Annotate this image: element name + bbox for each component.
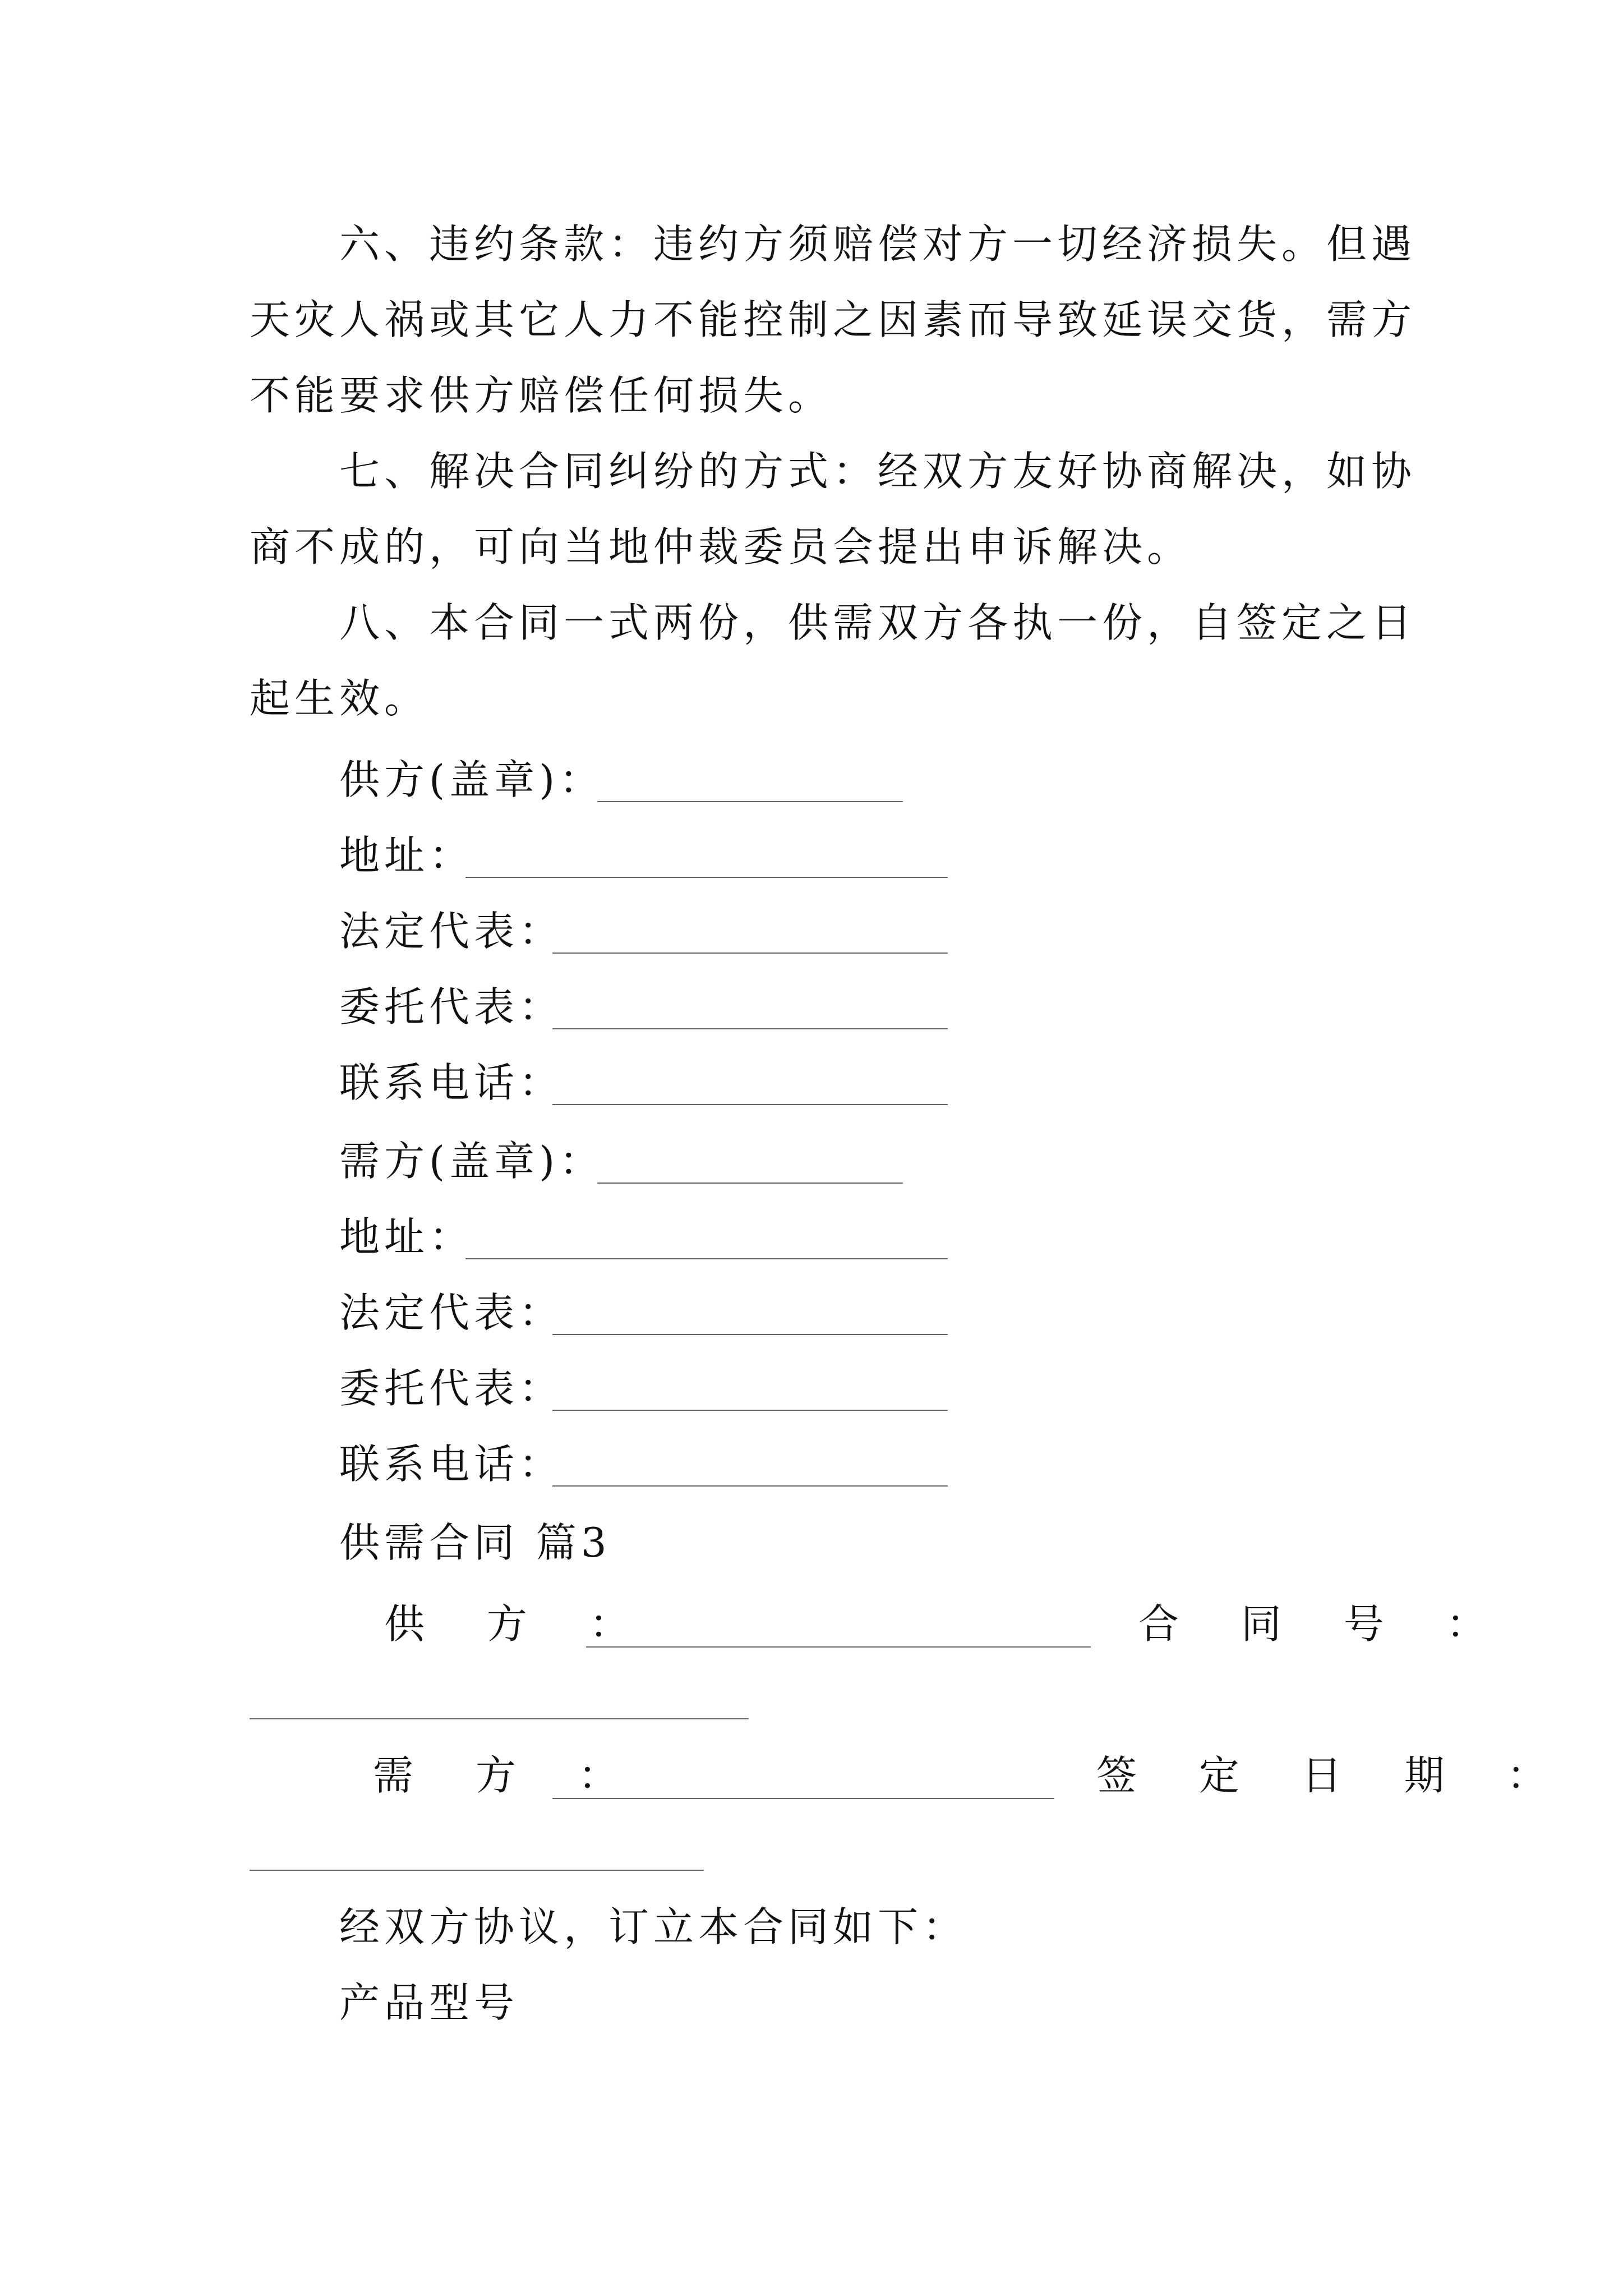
section-title: 供需合同 篇3 <box>339 1519 611 1566</box>
header-sign-date-blank[interactable] <box>250 1870 704 1871</box>
buyer-legal-rep-blank[interactable] <box>552 1334 948 1335</box>
supplier-phone-blank[interactable] <box>552 1104 948 1105</box>
header-contract-no-blank[interactable] <box>250 1718 749 1719</box>
clause-six-line-2: 天灾人祸或其它人力不能控制之因素而导致延误交货，需方 <box>250 296 1417 343</box>
agreement-line: 经双方协议，订立本合同如下： <box>339 1903 968 1950</box>
buyer-phone-label: 联系电话： <box>339 1441 564 1488</box>
header-buyer-blank[interactable] <box>552 1798 1054 1799</box>
header-buyer-label: 需 方 ： <box>373 1752 643 1799</box>
product-model-heading: 产品型号 <box>339 1979 519 2026</box>
clause-six-line-1: 六、违约条款：违约方须赔偿对方一切经济损失。但遇 <box>339 220 1417 268</box>
supplier-seal-label: 供方(盖章)： <box>339 756 605 803</box>
buyer-phone-blank[interactable] <box>552 1485 948 1487</box>
supplier-address-label: 地址： <box>339 832 474 879</box>
supplier-phone-label: 联系电话： <box>339 1059 564 1106</box>
header-supplier-blank[interactable] <box>586 1646 1091 1648</box>
supplier-legal-rep-label: 法定代表： <box>339 908 564 955</box>
supplier-seal-blank[interactable] <box>597 801 903 802</box>
buyer-address-blank[interactable] <box>465 1258 948 1259</box>
clause-six-line-3: 不能要求供方赔偿任何损失。 <box>250 372 833 419</box>
clause-eight-line-1: 八、本合同一式两份，供需双方各执一份，自签定之日 <box>339 599 1417 646</box>
clause-seven-line-2: 商不成的，可向当地仲裁委员会提出申诉解决。 <box>250 523 1192 570</box>
supplier-address-blank[interactable] <box>465 877 948 878</box>
buyer-agent-blank[interactable] <box>552 1410 948 1411</box>
clause-seven-line-1: 七、解决合同纠纷的方式：经双方友好协商解决，如协 <box>339 448 1417 495</box>
buyer-address-label: 地址： <box>339 1213 474 1260</box>
clause-eight-line-2: 起生效。 <box>250 675 430 722</box>
header-sign-date-label: 签 定 日 期 ： <box>1096 1752 1572 1799</box>
header-contract-no-label: 合 同 号 ： <box>1138 1600 1511 1648</box>
buyer-seal-blank[interactable] <box>597 1182 903 1184</box>
supplier-agent-blank[interactable] <box>552 1028 948 1029</box>
buyer-seal-label: 需方(盖章)： <box>339 1138 605 1185</box>
supplier-agent-label: 委托代表： <box>339 983 564 1030</box>
supplier-legal-rep-blank[interactable] <box>552 953 948 954</box>
buyer-agent-label: 委托代表： <box>339 1365 564 1412</box>
header-supplier-label: 供 方 ： <box>384 1600 654 1648</box>
buyer-legal-rep-label: 法定代表： <box>339 1289 564 1336</box>
